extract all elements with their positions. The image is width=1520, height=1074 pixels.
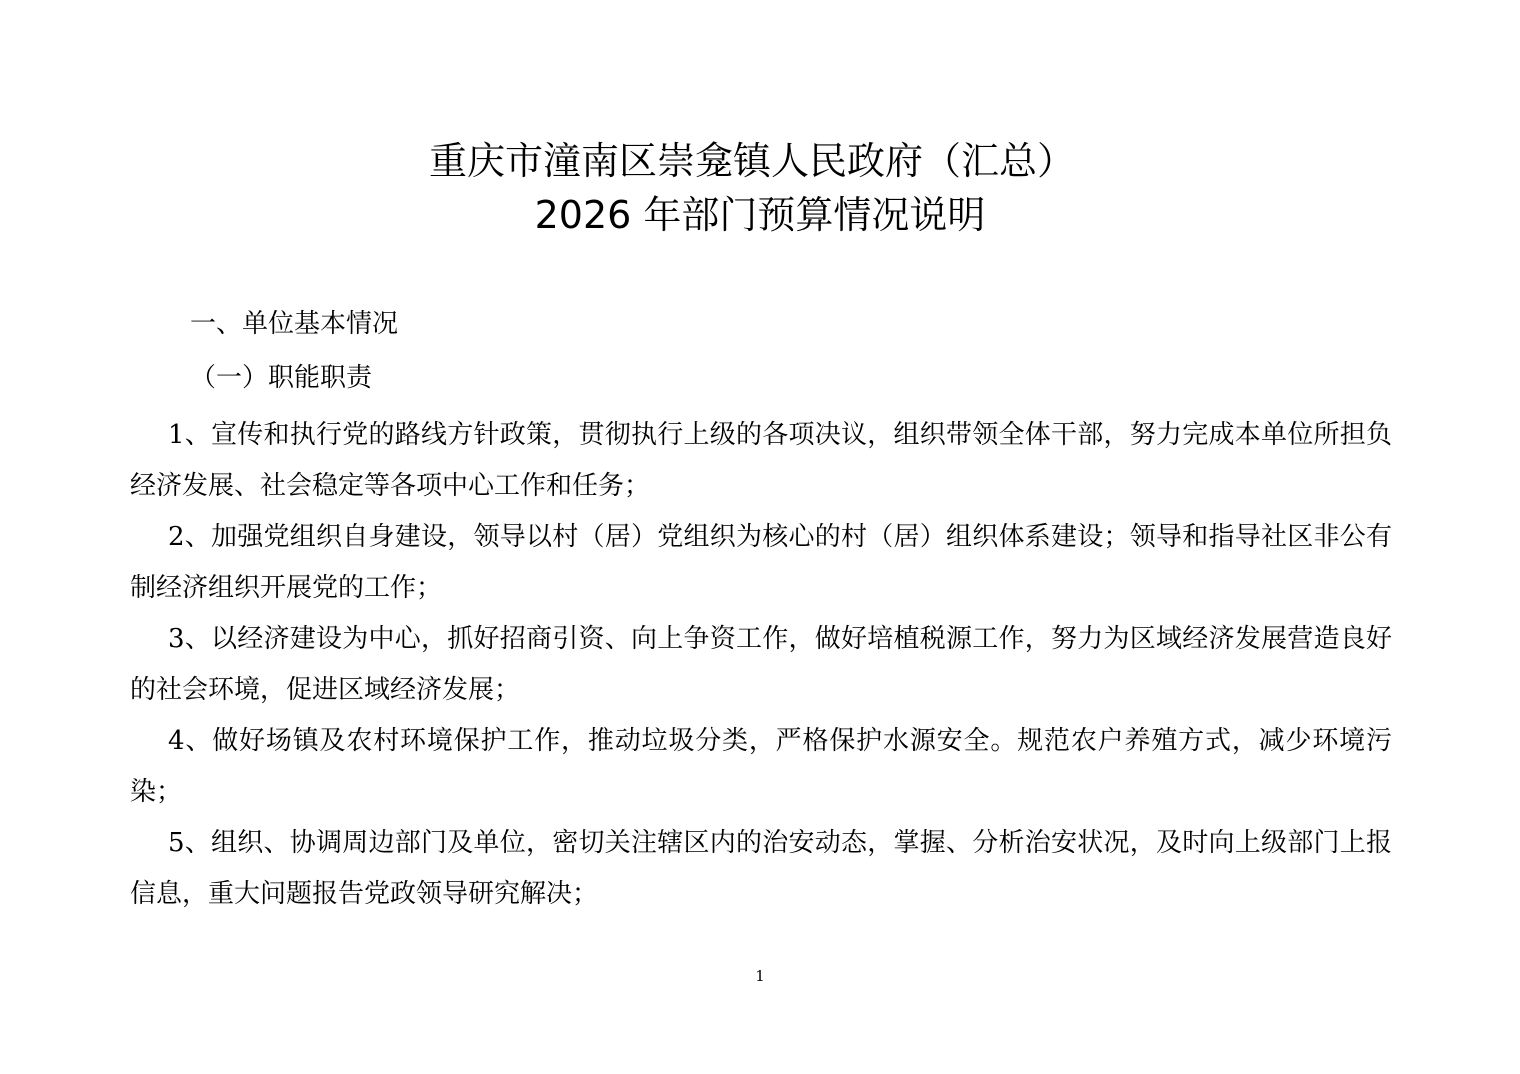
subsection-heading: （一）职能职责: [190, 363, 373, 393]
paragraph-1: 1、宣传和执行党的路线方针政策，贯彻执行上级的各项决议，组织带领全体干部，努力完成本单位所担负经济发展、社会稳定等各项中心工作和任务；: [130, 420, 1392, 501]
paragraph-3: 3、以经济建设为中心，抓好招商引资、向上争资工作，做好培植税源工作，努力为区域经济发展营造良好的社会环境，促进区域经济发展；: [130, 624, 1392, 705]
section-heading: 一、单位基本情况: [190, 309, 399, 339]
page-number: 1: [755, 967, 765, 985]
document-body: [130, 410, 1392, 920]
document-title-line-1: 重庆市潼南区崇龛镇人民政府（汇总）: [428, 139, 1075, 183]
paragraph-5: 5、组织、协调周边部门及单位，密切关注辖区内的治安动态，掌握、分析治安状况，及时向上级部门上报信息，重大问题报告党政领导研究解决；: [130, 828, 1392, 909]
paragraph-4: 4、做好场镇及农村环境保护工作，推动垃圾分类，严格保护水源安全。规范农户养殖方式，减少环境污染；: [130, 726, 1392, 807]
document-title-line-2: 2026 年部门预算情况说明: [534, 193, 986, 237]
paragraph-2: 2、加强党组织自身建设，领导以村（居）党组织为核心的村（居）组织体系建设；领导和指导社区非公有制经济组织开展党的工作；: [130, 522, 1392, 603]
